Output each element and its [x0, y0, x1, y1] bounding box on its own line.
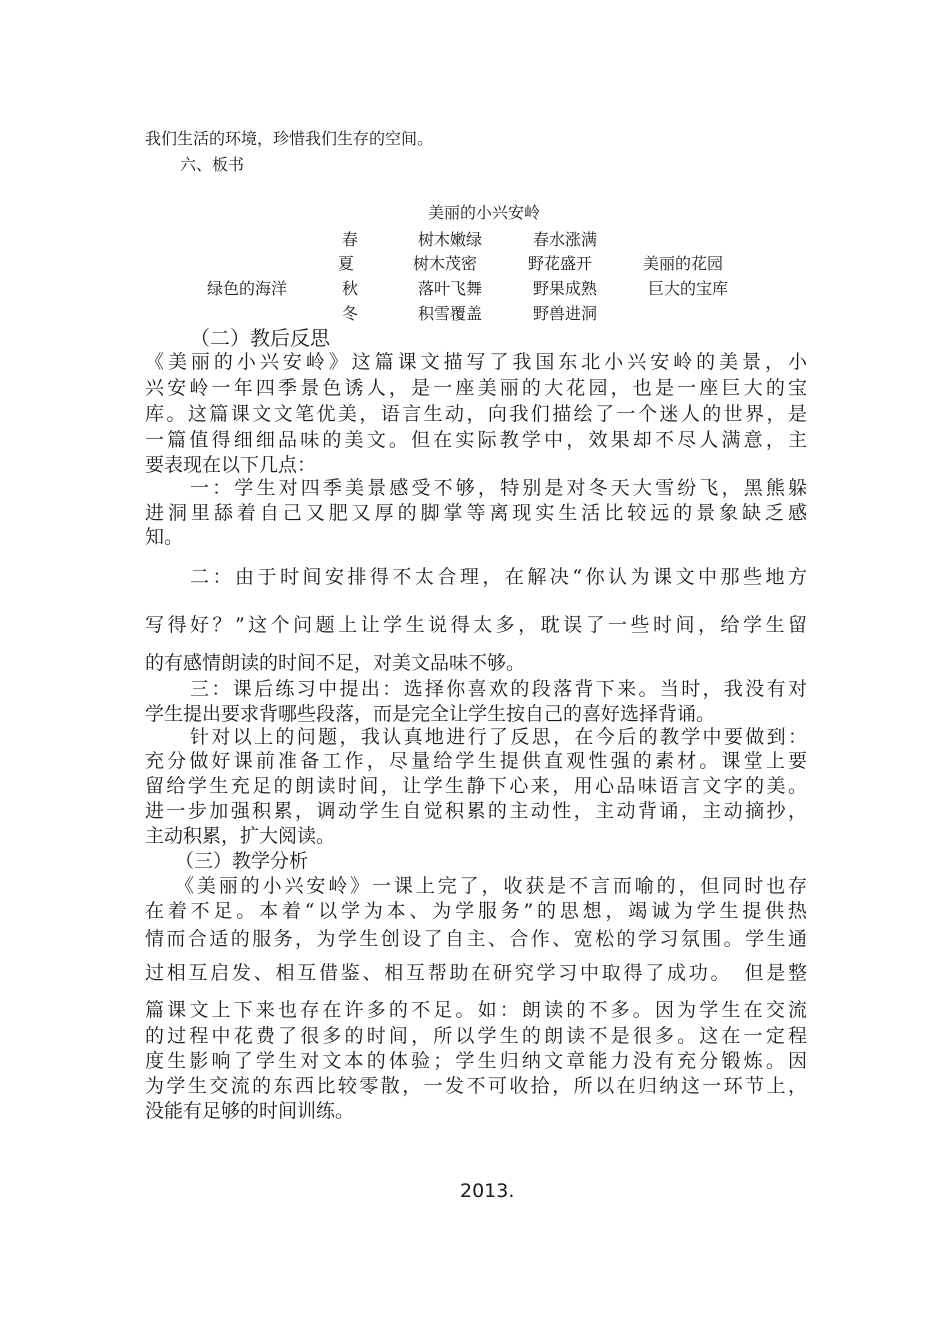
paragraph-line: 充分做好课前准备工作，尽量给学生提供直观性强的素材。课堂上要 [145, 750, 807, 772]
paragraph-line: 篇课文上下来也存在许多的不足。如：朗读的不多。因为学生在交流 [145, 999, 807, 1021]
paragraph-line: 没能有足够的时间训练。 [145, 1100, 355, 1122]
paragraph-line: 针对以上的问题，我认真地进行了反思，在今后的教学中要做到： [190, 726, 807, 748]
paragraph-line: 一篇值得细细品味的美文。但在实际教学中，效果却不尽人满意，主 [145, 429, 807, 451]
paragraph-line: 三：课后练习中提出：选择你喜欢的段落背下来。当时，我没有对 [190, 678, 807, 700]
paragraph-line: 知。 [145, 526, 184, 548]
paragraph-line: 主动积累，扩大阅读。 [145, 825, 336, 847]
paragraph-line: 的过程中花费了很多的时间，所以学生的朗读不是很多。这在一定程 [145, 1025, 807, 1047]
paragraph-line: 二：由于时间安排得不太合理，在解决“你认为课文中那些地方 [190, 566, 807, 588]
board-phrase: 春水涨满 [533, 230, 598, 249]
paragraph-line: 《美丽的小兴安岭》这篇课文描写了我国东北小兴安岭的美景，小 [145, 351, 807, 373]
board-phrase: 树木茂密 [413, 254, 478, 273]
board-phrase: 落叶飞舞 [418, 279, 483, 298]
paragraph-line: 学生提出要求背哪些段落，而是完全让学生按自己的喜好选择背诵。 [145, 703, 716, 725]
paragraph-line: 进一步加强积累，调动学生自觉积累的主动性，主动背诵，主动摘抄， [145, 800, 807, 822]
board-phrase: 野兽进洞 [533, 304, 598, 323]
paragraph-line: 进洞里舔着自己又肥又厚的脚掌等离现实生活比较远的景象缺乏感 [145, 502, 807, 524]
board-title: 美丽的小兴安岭 [428, 203, 541, 222]
board-phrase: 野花盛开 [528, 254, 593, 273]
paragraph-line: 写得好？”这个问题上让学生说得太多，耽误了一些时间，给学生留 [145, 614, 807, 636]
board-summary: 美丽的花园 [643, 254, 724, 273]
board-season: 冬 [342, 304, 359, 323]
paragraph-line: 一：学生对四季美景感受不够，特别是对冬天大雪纷飞，黑熊躲 [190, 477, 807, 499]
paragraph-line: 度生影响了学生对文本的体验；学生归纳文章能力没有充分锻炼。因 [145, 1050, 807, 1072]
section-heading-3: （三）教学分析 [175, 850, 309, 872]
paragraph-line: 要表现在以下几点： [145, 454, 317, 476]
board-phrase: 积雪覆盖 [418, 304, 483, 323]
board-phrase: 野果成熟 [533, 279, 598, 298]
paragraph-line: 过相互启发、相互借鉴、相互帮助在研究学习中取得了成功。 但是整 [145, 962, 807, 984]
section-heading-2: （二）教后反思 [190, 326, 330, 350]
board-phrase: 树木嫩绿 [418, 230, 483, 249]
section-heading-6: 六、板书 [180, 155, 245, 174]
paragraph-line: 库。这篇课文文笔优美，语言生动，向我们描绘了一个迷人的世界，是 [145, 403, 807, 425]
paragraph-line: 兴安岭一年四季景色诱人，是一座美丽的大花园，也是一座巨大的宝 [145, 377, 807, 399]
board-season: 春 [342, 230, 359, 249]
text-line: 我们生活的环境，珍惜我们生存的空间。 [145, 129, 434, 148]
paragraph-line: 情而合适的服务，为学生创设了自主、合作、宽松的学习氛围。学生通 [145, 928, 807, 950]
paragraph-line: 《美丽的小兴安岭》一课上完了，收获是不言而喻的，但同时也存 [175, 875, 807, 897]
board-season: 秋 [342, 279, 359, 298]
paragraph-line: 为学生交流的东西比较零散，一发不可收拾，所以在归纳这一环节上， [145, 1075, 807, 1097]
board-summary: 巨大的宝库 [648, 279, 729, 298]
board-season: 夏 [338, 254, 355, 273]
paragraph-line: 留给学生充足的朗读时间，让学生静下心来，用心品味语言文字的美。 [145, 775, 807, 797]
board-left-label: 绿色的海洋 [207, 279, 288, 298]
paragraph-line: 的有感情朗读的时间不足，对美文品味不够。 [145, 652, 526, 674]
footer-date: 2013. [460, 1180, 515, 1202]
paragraph-line: 在着不足。本着“以学为本、为学服务”的思想，竭诚为学生提供热 [145, 900, 807, 922]
